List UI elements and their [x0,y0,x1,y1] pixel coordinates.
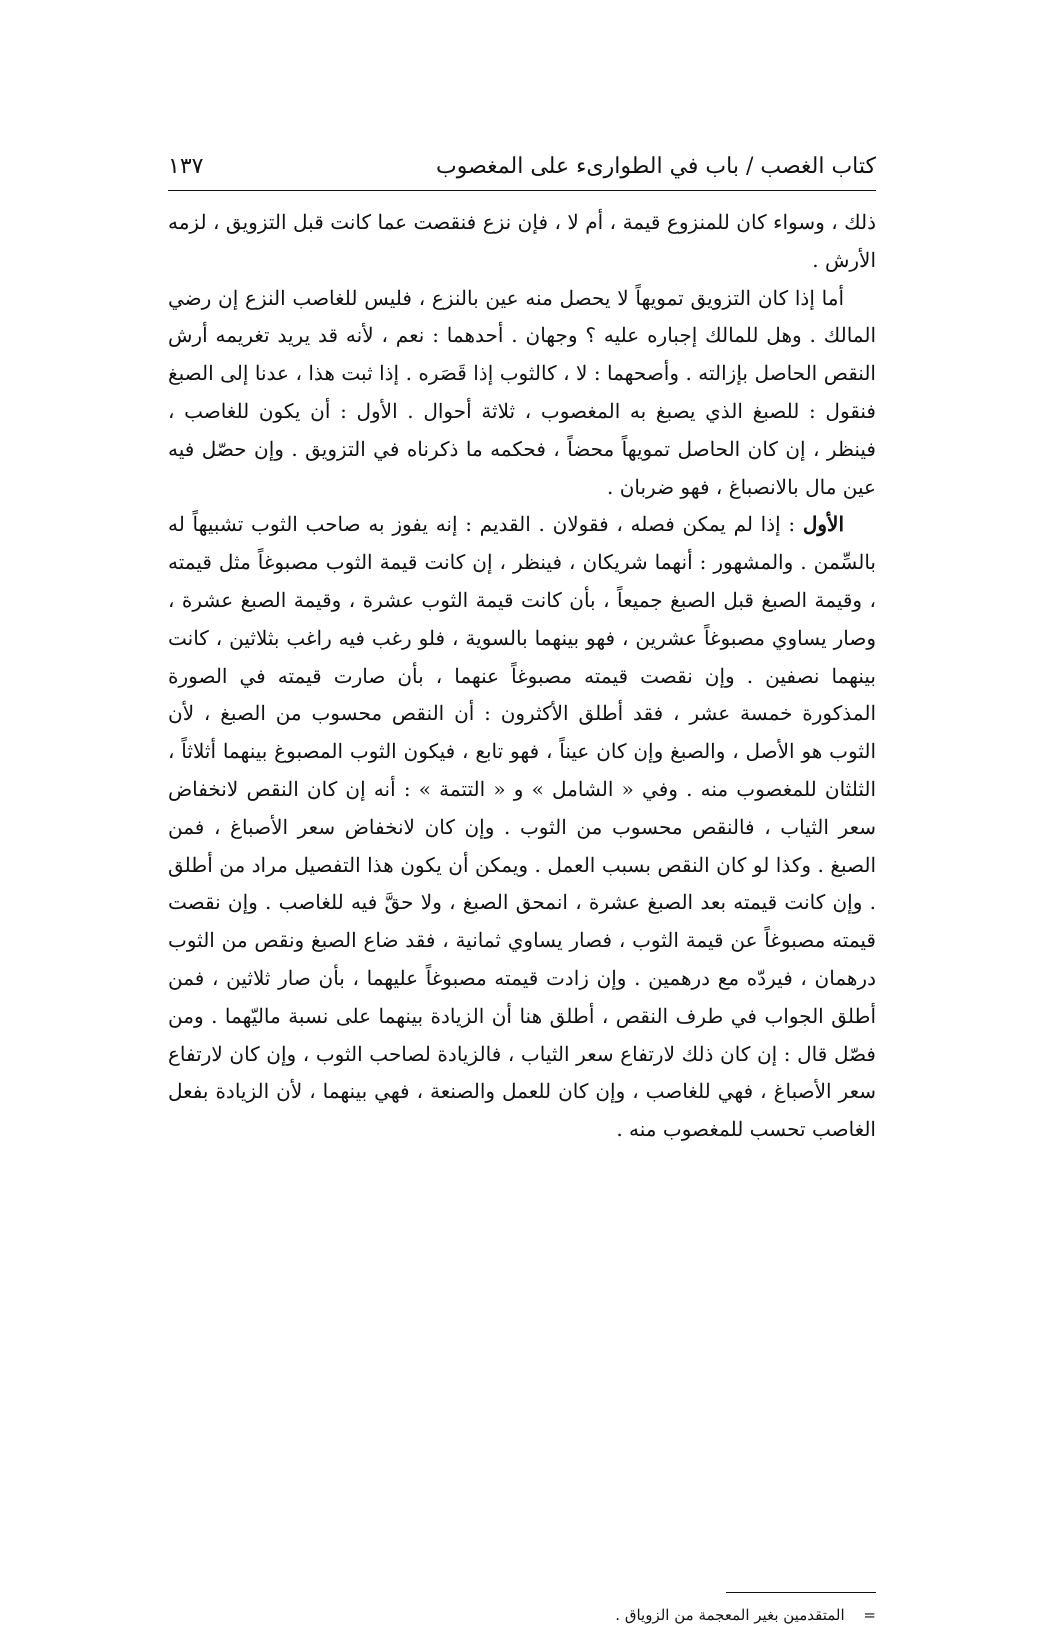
page-number: ١٣٧ [168,154,204,179]
running-header [168,142,876,182]
footnote-text: المتقدمين بغير المعجمة من الزوياق . [615,1606,845,1624]
body-text [168,204,876,1149]
paragraph-2: أما إذا كان التزويق تمويهاً لا يحصل منه عين بالنزع ، فليس للغاصب النزع إن رضي المالك . وهل للمالك إجباره عليه ؟ وجهان . أحدهما : نعم ، لأنه قد يريد تغريمه أرش النقص الحاصل بإزالته . وأصحهما : لا ، كالثوب إذا قَصَره . إذا ثبت هذا ، عدنا إلى الصبغ فنقول : للصبغ الذي يصبغ به المغصوب ، ثلاثة أحوال . الأول : أن يكون للغاصب ، فينظر ، إن كان الحاصل تمويهاً محضاً ، فحكمه ما ذكرناه في التزويق . وإن حصّل فيه عين مال بالانصباغ ، فهو ضربان . [168,285,876,499]
paragraph-3-text: : إذا لم يمكن فصله ، فقولان . القديم : إنه يفوز به صاحب الثوب تشبيهاً له بالسِّمن . والمشهور : أنهما شريكان ، فينظر ، إن كانت قيمة الثوب مصبوغاً مثل قيمته ، وقيمة الصبغ قبل الصبغ جميعاً ، بأن كانت قيمة الثوب عشرة ، وقيمة الصبغ عشرة ، وصار يساوي مصبوغاً عشرين ، فهو بينهما بالسوية ، فلو رغب فيه راغب بثلاثين ، كانت بينهما نصفين . وإن نقصت قيمته مصبوغاً عنهما ، بأن صارت قيمته في الصورة المذكورة خمسة عشر ، فقد أطلق الأكثرون : أن النقص محسوب من الصبغ ، لأن الثوب هو الأصل ، والصبغ وإن كان عيناً ، فهو تابع ، فيكون الثوب المصبوغ بينهما أثلاثاً ، الثلثان للمغصوب منه . وفي « الشامل » و « التتمة » : أنه إن كان النقص لانخفاض سعر الثياب ، فالنقص محسوب من الثوب . وإن كان لانخفاض سعر الأصباغ ، فمن الصبغ . وكذا لو كان النقص بسبب العمل . ويمكن أن يكون هذا التفصيل مراد من أطلق . وإن كانت قيمته بعد الصبغ عشرة ، انمحق الصبغ ، ولا حقَّ فيه للغاصب . وإن نقصت قيمته مصبوغاً عن قيمة الثوب ، فصار يساوي ثمانية ، فقد ضاع الصبغ ونقص من الثوب درهمان ، فيردّه مع درهمين . وإن زادت قيمته مصبوغاً عليهما ، بأن صار ثلاثين ، فمن أطلق الجواب في طرف النقص ، أطلق هنا أن الزيادة بينهما على نسبة ماليّهما . ومن فصّل قال : إن كان ذلك لارتفاع سعر الثياب ، فالزيادة لصاحب الثوب ، وإن كان لارتفاع سعر الأصباغ ، فهي للغاصب ، وإن كان للعمل والصنعة ، فهي بينهما ، لأن الزيادة بفعل الغاصب تحسب للمغصوب منه . [168,512,876,1142]
paragraph-3-lead: الأول [802,512,844,537]
footnote-divider [726,1592,876,1593]
footnote-marker: = [863,1606,876,1624]
paragraph-1: ذلك ، وسواء كان للمنزوع قيمة ، أم لا ، فإن نزع فنقصت عما كانت قبل التزويق ، لزمه الأرش . [168,210,876,272]
paragraph-3 [168,506,876,1149]
running-title: كتاب الغصب / باب في الطوارىء على المغصوب [436,154,876,179]
header-divider [168,190,876,191]
footnote [168,1602,876,1628]
